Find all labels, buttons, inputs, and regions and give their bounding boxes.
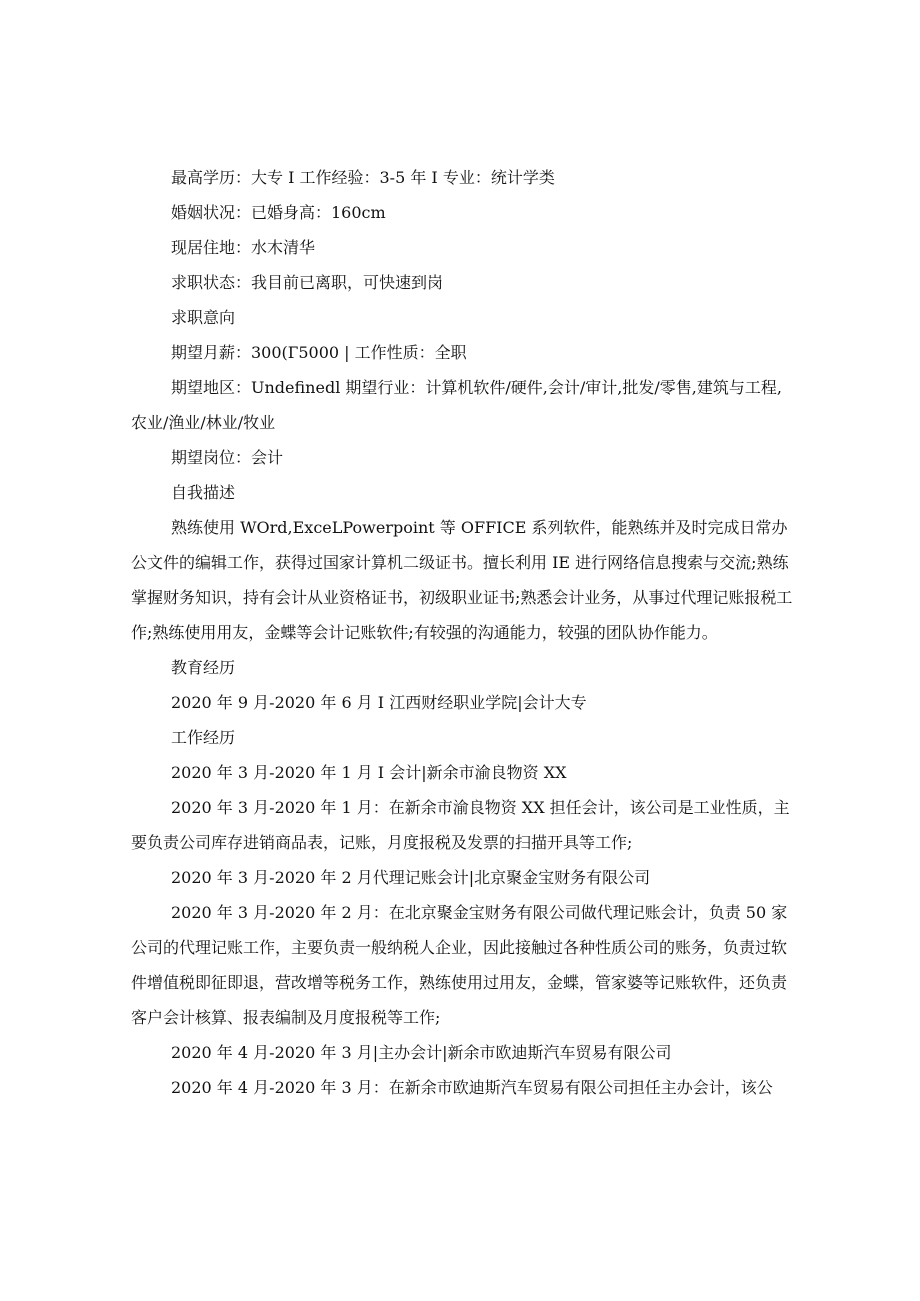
job-intent-heading: 求职意向 bbox=[171, 308, 236, 327]
position-line: 期望岗位：会计 bbox=[171, 448, 284, 467]
job-1-description: 2020 年 3 月-2020 年 1 月：在新余市渝良物资 XX 担任会计，该公司是工业性质，主要负责公司库存进销商品表，记账，月度报税及发票的扫描开具等工作; bbox=[131, 798, 790, 852]
residence-line: 现居住地：水木清华 bbox=[171, 238, 316, 257]
marital-height-line: 婚姻状况：已婚身高：160cm bbox=[171, 203, 386, 222]
work-experience-heading: 工作经历 bbox=[171, 728, 236, 747]
education-heading: 教育经历 bbox=[171, 658, 236, 677]
job-3-description: 2020 年 4 月-2020 年 3 月：在新余市欧迪斯汽车贸易有限公司担任主办会计，该公 bbox=[171, 1078, 773, 1097]
job-1-title: 2020 年 3 月-2020 年 1 月 I 会计|新余市渝良物资 XX bbox=[171, 763, 567, 782]
job-2-description: 2020 年 3 月-2020 年 2 月：在北京聚金宝财务有限公司做代理记账会计，负责 50 家公司的代理记账工作，主要负责一般纳税人企业，因此接触过各种性质公司的账务，负责过软件增值税即征即退，营改增等税务工作，熟练使用过用友，金蝶，管家婆等记账软件，还负责客户会计核算、报表编制及月度报税等工作; bbox=[131, 903, 788, 1027]
education-experience-major-line: 最高学历：大专 I 工作经验：3-5 年 I 专业：统计学类 bbox=[171, 168, 555, 187]
job-status-line: 求职状态：我目前已离职，可快速到岗 bbox=[171, 273, 444, 292]
self-description-heading: 自我描述 bbox=[171, 483, 236, 502]
resume-content bbox=[131, 160, 795, 1105]
job-3-title: 2020 年 4 月-2020 年 3 月|主办会计|新余市欧迪斯汽车贸易有限公司 bbox=[171, 1043, 672, 1062]
job-2-title: 2020 年 3 月-2020 年 2 月代理记账会计|北京聚金宝财务有限公司 bbox=[171, 868, 651, 887]
education-entry: 2020 年 9 月-2020 年 6 月 I 江西财经职业学院|会计大专 bbox=[171, 693, 587, 712]
salary-line: 期望月薪：300(Г5000 | 工作性质：全职 bbox=[171, 343, 467, 362]
self-description-text: 熟练使用 WOrd,ExceLPowerpoint 等 OFFICE 系列软件，能熟练并及时完成日常办公文件的编辑工作，获得过国家计算机二级证书。擅长利用 IE 进行网络信息搜索与交流;熟练掌握财务知识，持有会计从业资格证书，初级职业证书;熟悉会计业务，从事过代理记账报税工作;熟练使用用友，金蝶等会计记账软件;有较强的沟通能力，较强的团队协作能力。 bbox=[131, 518, 793, 642]
area-industry-line: 期望地区：Undefinedl 期望行业：计算机软件/硬件,会计/审计,批发/零售,建筑与工程,农业/渔业/林业/牧业 bbox=[131, 378, 782, 432]
